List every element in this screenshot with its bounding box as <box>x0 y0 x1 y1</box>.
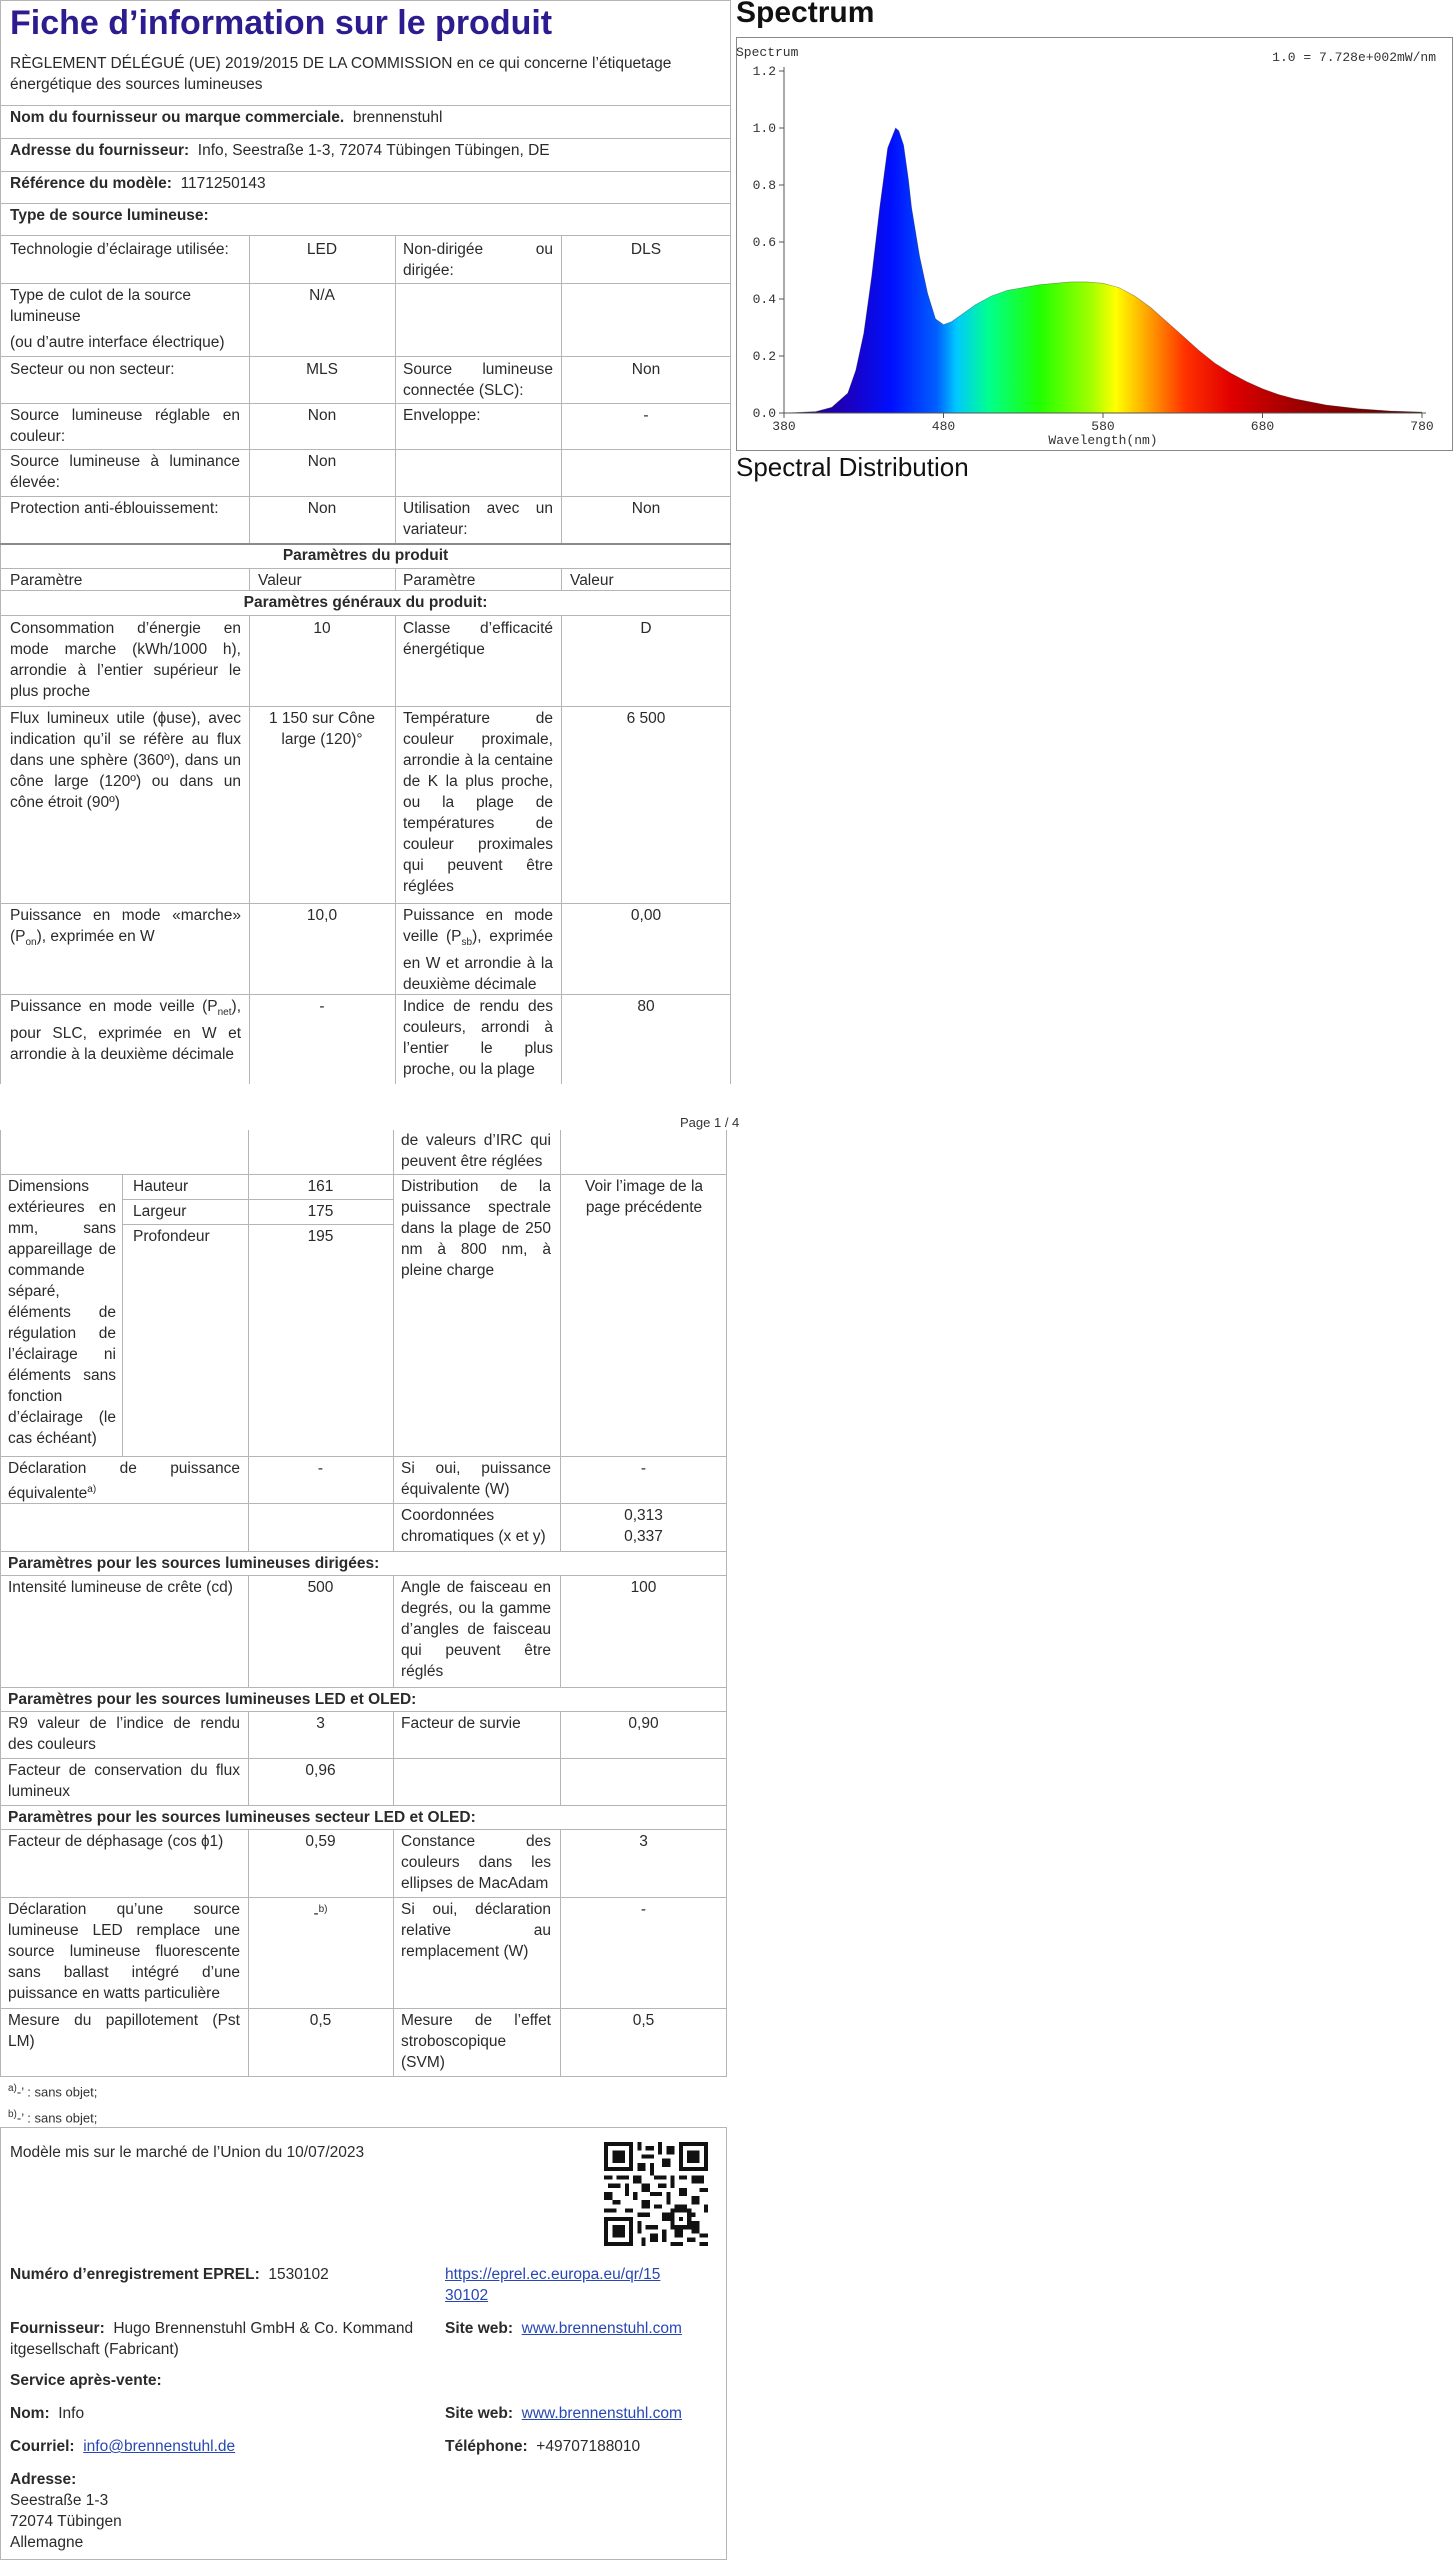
x-tick-label: 680 <box>1250 419 1275 434</box>
dim-width-label: Largeur <box>133 1203 187 1220</box>
x-tick-label: 580 <box>1091 419 1115 434</box>
class-value: D <box>640 620 652 637</box>
stroboscopic-value: 0,5 <box>632 2012 655 2029</box>
flux-value: 1 150 sur Cône large (120)° <box>269 710 375 748</box>
cap-type-value: N/A <box>309 287 335 304</box>
cap-type-label: Type de culot de la source lumineuse <box>10 287 191 325</box>
footnote-b: $^{b)}$-’ : sans objet; <box>8 2109 98 2126</box>
y-tick-label: 0.6 <box>752 235 776 250</box>
replacement-watts-label: Si oui, déclaration relative au remplacement (W) <box>401 1901 551 1960</box>
chart-corner-label: Spectrum <box>736 45 799 60</box>
phase-label: Facteur de déphasage (cos ɸ1) <box>8 1833 224 1850</box>
x-axis-label: Wavelength(nm) <box>1048 433 1158 448</box>
service-address-label: Adresse: <box>10 2471 77 2488</box>
service-name-value: Info <box>58 2405 85 2422</box>
connected-value: Non <box>631 361 661 378</box>
flux-label: Flux lumineux utile (ɸuse), avec indication qu’il se réfère au flux dans une sphère (360º), dans un cône large (120º) ou dans un cône étroit (90º) <box>10 710 241 811</box>
dim-width-value: 175 <box>307 1203 334 1220</box>
envelope-label: Enveloppe: <box>403 407 481 424</box>
eprel-label: Numéro d’enregistrement EPREL: <box>10 2266 260 2283</box>
footer-supplier: Fournisseur: Hugo Brennenstuhl GmbH & Co. Kommand itgesellschaft (Fabricant) <box>10 2320 414 2358</box>
anti-glare-value: Non <box>307 500 337 517</box>
dim-depth-value: 195 <box>307 1228 334 1245</box>
power-on-label: Puissance en mode «marche» $(P_{on})$, exprimée en W <box>10 907 241 949</box>
dimmer-value: Non <box>631 500 661 517</box>
site-link[interactable]: www.brennenstuhl.com <box>521 2320 682 2337</box>
net-standby-value: - <box>319 998 325 1015</box>
service-site-link[interactable]: www.brennenstuhl.com <box>521 2405 682 2422</box>
power-on-value: 10,0 <box>306 907 338 924</box>
replacement-label: Déclaration qu’une source lumineuse LED remplace une source lumineuse fluorescente sans ballast intégré d’une puissance en watts particulière <box>8 1901 240 2002</box>
col-param-1: Paramètre <box>10 572 83 589</box>
y-tick-label: 1.2 <box>752 64 776 79</box>
temperature-value: 6 500 <box>626 710 666 727</box>
page-number: Page 1 / 4 <box>680 1115 740 1130</box>
service-name-label: Nom: <box>10 2405 50 2422</box>
mains-label: Secteur ou non secteur: <box>10 361 175 378</box>
envelope-value: - <box>643 407 649 424</box>
service-heading: Service après-vente: <box>10 2372 162 2389</box>
phase-value: 0,59 <box>305 1833 336 1850</box>
equivalent-watts-value: - <box>640 1460 647 1477</box>
beam-angle-label: Angle de faisceau en degrés, ou la gamme d’angles de faisceau qui peuvent être réglés <box>401 1579 551 1680</box>
stroboscopic-label: Mesure de l’effet stroboscopique (SVM) <box>401 2012 551 2071</box>
cri-value: 80 <box>637 998 655 1015</box>
replacement-watts-value: - <box>640 1901 647 1918</box>
led-params-heading: Paramètres pour les sources lumineuses LED et OLED: <box>8 1691 417 1708</box>
chart-scale-note: 1.0 = 7.728e+002mW/nm <box>1272 50 1436 65</box>
directional-params-heading: Paramètres pour les sources lumineuses dirigées: <box>8 1555 380 1572</box>
col-value-1: Valeur <box>258 572 302 589</box>
equivalent-watts-label: Si oui, puissance équivalente (W) <box>401 1460 551 1498</box>
chart-title: Spectrum <box>736 0 875 29</box>
document-title: Fiche d’information sur le produit <box>10 4 553 42</box>
col-param-2: Paramètre <box>403 572 476 589</box>
spd-value: Voir l’image de la page précédente <box>584 1178 704 1216</box>
phone-label: Téléphone: <box>445 2438 528 2455</box>
service-address-line1: Seestraße 1-3 <box>10 2492 109 2509</box>
beam-angle-value: 100 <box>630 1579 657 1596</box>
y-tick-label: 1.0 <box>752 121 776 136</box>
mail-link[interactable]: info@brennenstuhl.de <box>83 2438 236 2455</box>
consumption-value: 10 <box>313 620 331 637</box>
directional-value: DLS <box>630 241 662 258</box>
chart-caption: Spectral Distribution <box>736 452 969 482</box>
y-tick-label: 0.0 <box>752 406 776 421</box>
survival-value: 0,90 <box>628 1715 659 1732</box>
supplier-name-label: Nom du fournisseur ou marque commerciale. <box>10 109 345 126</box>
service-site-label: Site web: <box>445 2405 514 2422</box>
y-tick-label: 0.8 <box>752 178 776 193</box>
source-type-heading: Type de source lumineuse: <box>10 207 209 224</box>
dim-depth-label: Profondeur <box>133 1228 210 1245</box>
peak-intensity-value: 500 <box>307 1579 334 1596</box>
dimensions-label: Dimensions extérieures en mm, sans appareillage de commande séparé, éléments de régulation de l’éclairage ni éléments sans fonction d’éclairage (le cas échéant) <box>8 1178 116 1447</box>
eprel-link[interactable]: https://eprel.ec.europa.eu/qr/15 30102 <box>445 2266 661 2304</box>
mains-params-heading: Paramètres pour les sources lumineuses secteur LED et OLED: <box>8 1809 476 1826</box>
supplier-address-value: Info, Seestraße 1-3, 72074 Tübingen Tübingen, DE <box>197 142 550 159</box>
site-label: Site web: <box>445 2320 514 2337</box>
chromaticity-y: 0,337 <box>624 1528 663 1545</box>
standby-value: 0,00 <box>630 907 662 924</box>
connected-label: Source lumineuse connectée (SLC): <box>403 361 553 399</box>
high-luminance-label: Source lumineuse à luminance élevée: <box>10 453 240 491</box>
net-standby-label: Puissance en mode veille $(P_{net})$, pour SLC, exprimée en W et arrondie à la deuxième décimale <box>10 998 241 1064</box>
footnote-a: $^{a)}$-’ : sans objet; <box>8 2083 98 2100</box>
x-tick-label: 480 <box>931 419 956 434</box>
cap-type-label-2: (ou d’autre interface électrique) <box>10 334 225 351</box>
cri-label: Indice de rendu des couleurs, arrondi à l’entier le plus proche, ou la plage <box>403 998 553 1078</box>
macadam-value: 3 <box>639 1833 648 1850</box>
y-tick-label: 0.4 <box>752 292 776 307</box>
high-luminance-value: Non <box>307 453 337 470</box>
maintenance-value: 0,96 <box>305 1762 336 1779</box>
directional-label: Non-dirigée ou dirigée: <box>403 241 553 279</box>
temperature-label: Température de couleur proximale, arrondie à la centaine de K la plus proche, ou la plage de températures de couleur proximales qui peuvent être réglées <box>403 710 553 895</box>
macadam-label: Constance des couleurs dans les ellipses de MacAdam <box>401 1833 551 1892</box>
maintenance-label: Facteur de conservation du flux lumineux <box>8 1762 240 1800</box>
mail-label: Courriel: <box>10 2438 75 2455</box>
dim-height-value: 161 <box>307 1178 334 1195</box>
y-tick-label: 0.2 <box>752 349 776 364</box>
chromaticity-x: 0,313 <box>624 1507 663 1524</box>
peak-intensity-label: Intensité lumineuse de crête (cd) <box>8 1579 233 1596</box>
market-date: Modèle mis sur le marché de l’Union du 10/07/2023 <box>10 2144 365 2161</box>
survival-label: Facteur de survie <box>401 1715 521 1732</box>
equivalent-power-value: - <box>317 1460 324 1477</box>
phone-value: +49707188010 <box>536 2438 641 2455</box>
consumption-label: Consommation d’énergie en mode marche (kWh/1000 h), arrondie à l’entier supérieur le plus proche <box>10 620 241 700</box>
dimmer-label: Utilisation avec un variateur: <box>403 500 553 538</box>
flicker-value: 0,5 <box>309 2012 332 2029</box>
anti-glare-label: Protection anti-éblouissement: <box>10 500 219 517</box>
product-params-heading: Paramètres du produit <box>282 547 449 564</box>
spd-label: Distribution de la puissance spectrale dans la plage de 250 nm à 800 nm, à pleine charge <box>401 1178 551 1279</box>
mains-value: MLS <box>306 361 338 378</box>
dim-height-label: Hauteur <box>133 1178 189 1195</box>
model-reference-value: 1171250143 <box>180 175 266 192</box>
eprel-value: 1530102 <box>268 2266 329 2283</box>
model-reference-label: Référence du modèle: <box>10 175 172 192</box>
r9-value: 3 <box>316 1715 325 1732</box>
chromaticity-label: Coordonnées chromatiques (x et y) <box>401 1507 546 1545</box>
supplier-address-label: Adresse du fournisseur: <box>10 142 190 159</box>
color-tunable-value: Non <box>307 407 337 424</box>
standby-label: Puissance en mode veille $(P_{sb})$, exprimée en W et arrondie à la deuxième décimale <box>403 907 553 994</box>
col-value-2: Valeur <box>570 572 614 589</box>
x-tick-label: 380 <box>772 419 796 434</box>
general-params-heading: Paramètres généraux du produit: <box>243 594 488 611</box>
replacement-value: -$^{b)}$ <box>313 1904 328 1923</box>
regulation-text: RÈGLEMENT DÉLÉGUÉ (UE) 2019/2015 DE LA COMMISSION en ce qui concerne l’étiquetage énergétique des sources lumineuses <box>10 55 672 93</box>
x-tick-label: 780 <box>1410 419 1434 434</box>
service-address-line2: 72074 Tübingen <box>10 2513 122 2530</box>
tech-value: LED <box>306 241 338 258</box>
tech-label: Technologie d’éclairage utilisée: <box>10 241 229 258</box>
supplier-name-value: brennenstuhl <box>352 109 443 126</box>
equivalent-power-label: Déclaration de puissance équivalente$^{a)}$ <box>8 1460 240 1503</box>
spectrum-chart <box>736 37 1454 452</box>
qr-code-icon <box>604 2142 708 2246</box>
color-tunable-label: Source lumineuse réglable en couleur: <box>10 407 240 445</box>
class-label: Classe d’efficacité énergétique <box>403 620 553 658</box>
r9-label: R9 valeur de l’indice de rendu des couleurs <box>8 1715 240 1753</box>
service-address-line3: Allemagne <box>10 2534 84 2551</box>
flicker-label: Mesure du papillotement (Pst LM) <box>8 2012 240 2050</box>
cri-label-continued: de valeurs d’IRC qui peuvent être réglées <box>401 1132 551 1170</box>
